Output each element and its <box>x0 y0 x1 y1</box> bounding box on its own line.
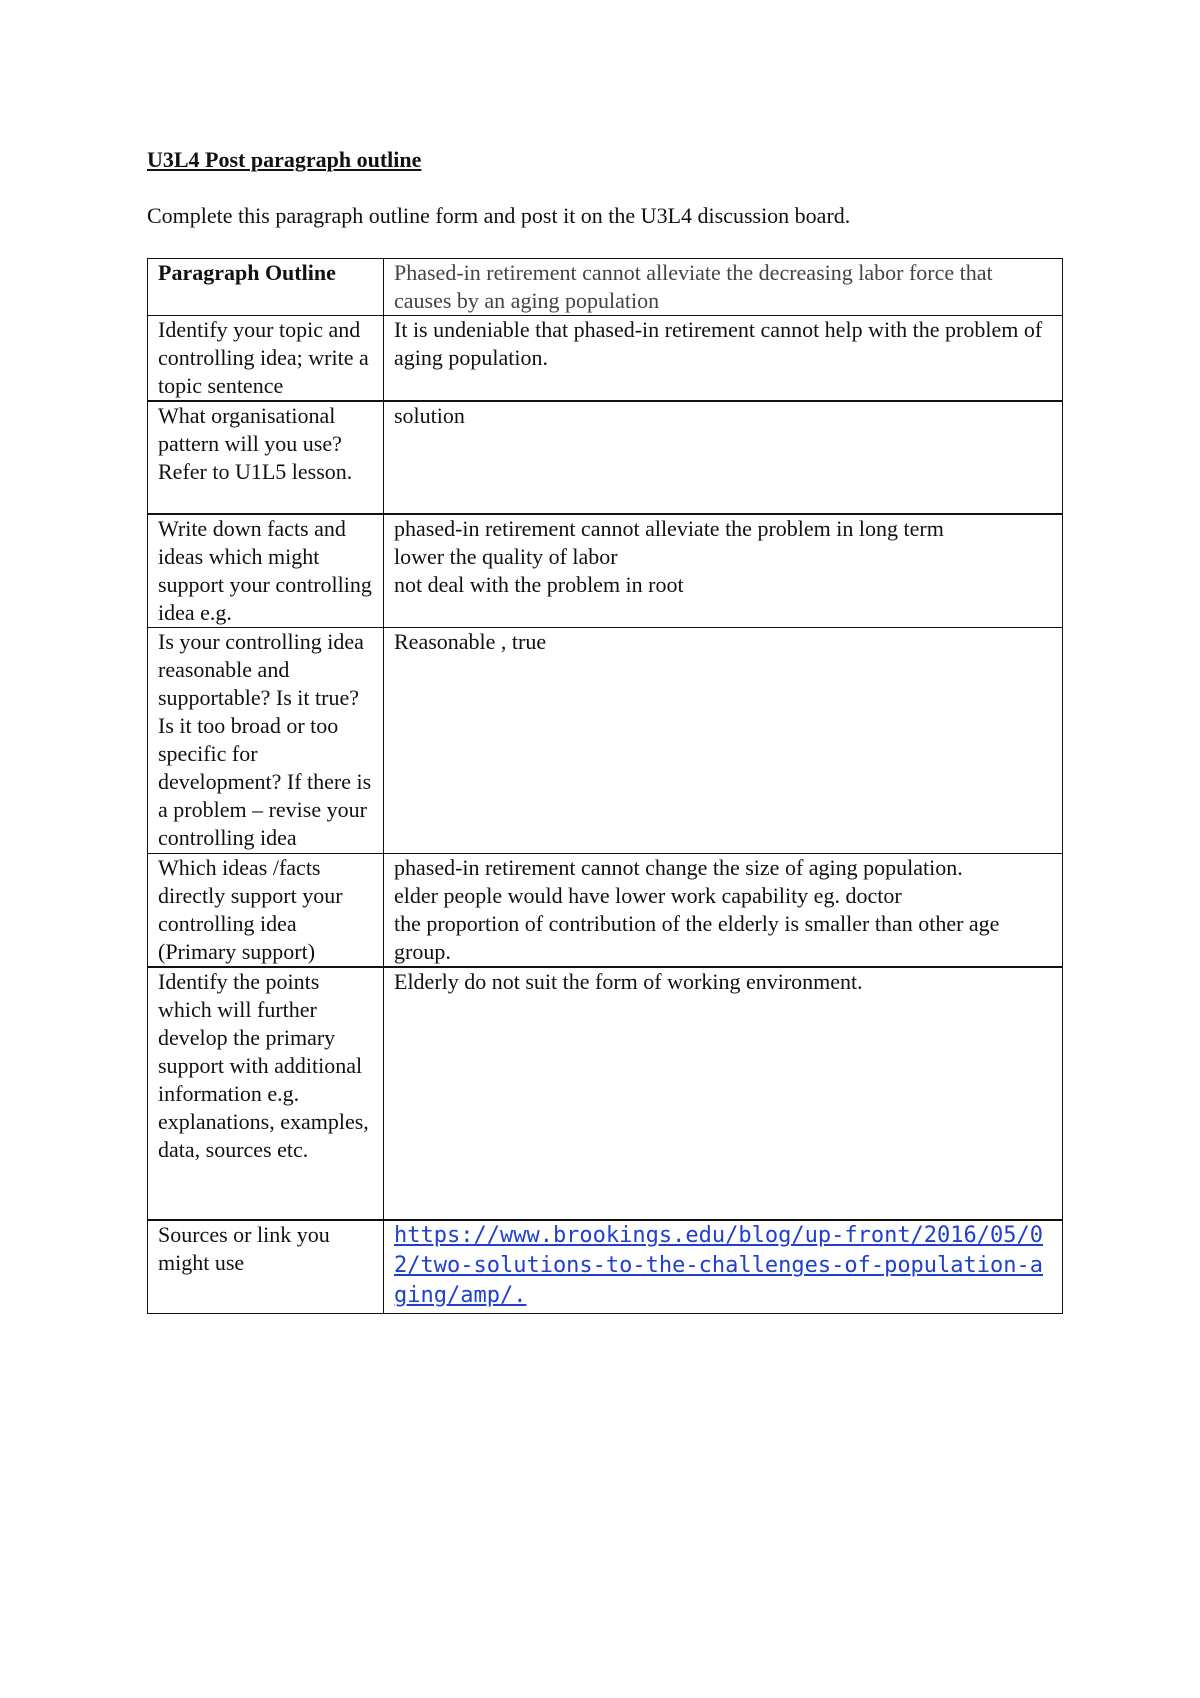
table-row-pattern <box>148 401 1063 514</box>
header-label-cell: Paragraph Outline <box>148 259 384 316</box>
answer-cell: Reasonable , true <box>384 628 1063 854</box>
table-row-further-points <box>148 967 1063 1220</box>
table-row-reasonable <box>148 628 1063 854</box>
question-cell: Which ideas /facts directly support your controlling idea (Primary support) <box>148 854 384 968</box>
question-cell: Identify the points which will further develop the primary support with additional information e.g. explanations, examples, data, sources etc. <box>148 967 384 1220</box>
source-link[interactable]: https://www.brookings.edu/blog/up-front/2016/05/02/two-solutions-to-the-challenges-of-population-aging/amp/. <box>394 1223 1044 1308</box>
question-cell: Identify your topic and controlling idea; write a topic sentence <box>148 316 384 402</box>
question-cell: What organisational pattern will you use? Refer to U1L5 lesson. <box>148 401 384 514</box>
page-title: U3L4 Post paragraph outline <box>147 147 422 172</box>
table-row-header <box>148 259 1063 316</box>
question-cell: Is your controlling idea reasonable and supportable? Is it true? Is it too broad or too specific for development? If there is a problem – revise your controlling idea <box>148 628 384 854</box>
answer-cell <box>384 1220 1063 1313</box>
table-row-facts <box>148 514 1063 628</box>
instructions-text: Complete this paragraph outline form and post it on the U3L4 discussion board. <box>147 203 851 228</box>
answer-cell: Elderly do not suit the form of working environment. <box>384 967 1063 1220</box>
outline-table <box>147 258 1063 1314</box>
question-cell: Sources or link you might use <box>148 1220 384 1313</box>
table-row-primary-support <box>148 854 1063 968</box>
answer-cell: It is undeniable that phased-in retirement cannot help with the problem of aging population. <box>384 316 1063 402</box>
answer-cell: phased-in retirement cannot alleviate the problem in long term lower the quality of labor not deal with the problem in root <box>384 514 1063 628</box>
answer-cell: phased-in retirement cannot change the size of aging population. elder people would have lower work capability eg. doctor the proportion of contribution of the elderly is smaller than other age group. <box>384 854 1063 968</box>
answer-cell: solution <box>384 401 1063 514</box>
header-value-cell: Phased-in retirement cannot alleviate the decreasing labor force that causes by an aging population <box>384 259 1063 316</box>
table-row-topic <box>148 316 1063 402</box>
question-cell: Write down facts and ideas which might support your controlling idea e.g. <box>148 514 384 628</box>
table-row-sources <box>148 1220 1063 1313</box>
